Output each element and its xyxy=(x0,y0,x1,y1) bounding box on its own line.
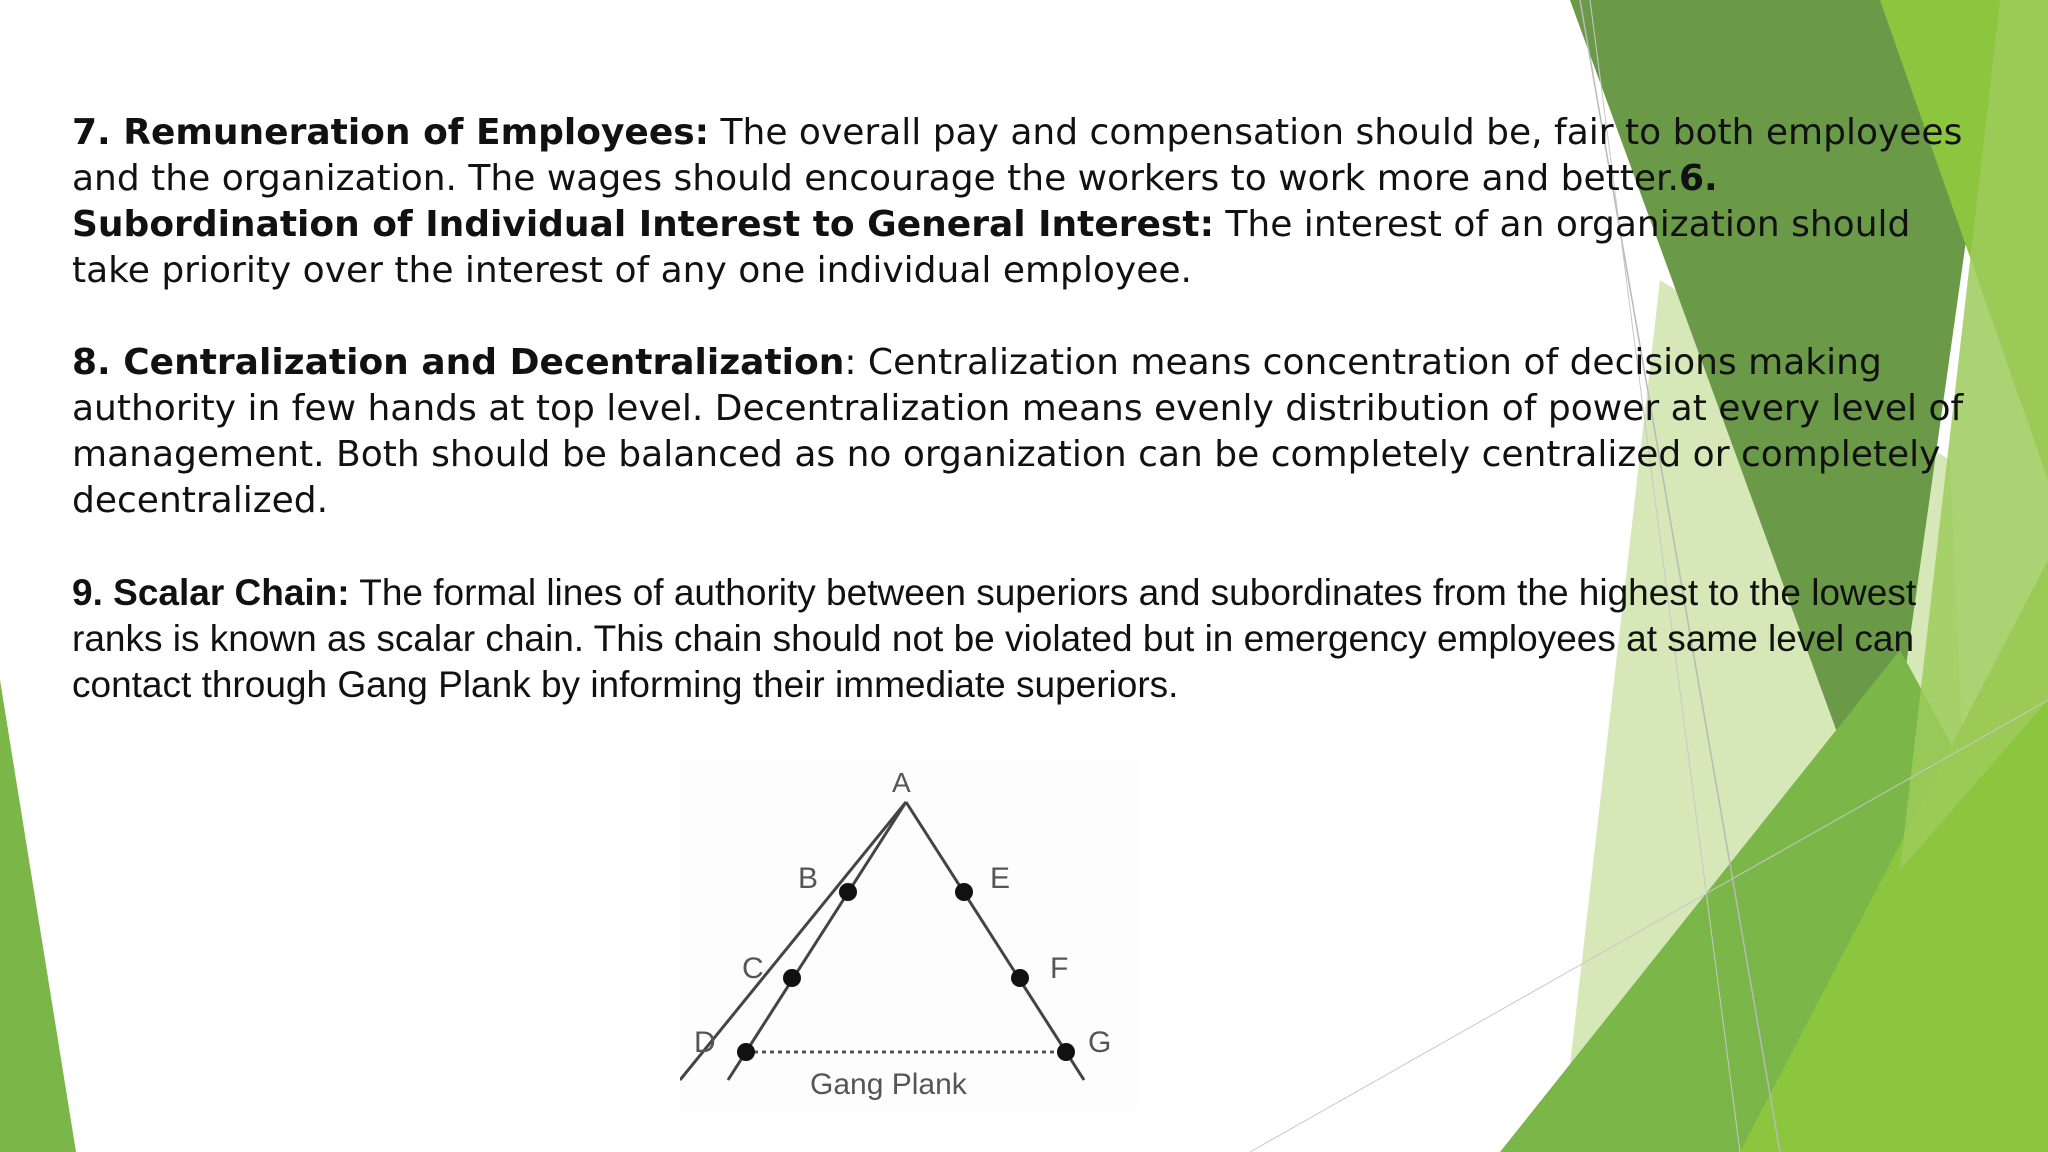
paragraph-remuneration xyxy=(72,110,1992,294)
text-scalar-chain: The formal lines of authority between superiors and subordinates from the highest to the lowest ranks is known as scalar chain. This chain should not be violated but in emergency employees at same level can contact through Gang Plank by informing their immediate superiors. xyxy=(72,572,1917,705)
left-green-facet xyxy=(0,680,76,1152)
node-g-dot xyxy=(1057,1043,1075,1061)
heading-subordination: 6. Subordination of Individual Interest to General Interest: xyxy=(72,158,1718,245)
text-centralization: : Centralization means concentration of decisions making authority in few hands at top level. Decentralization means evenly distribution of power at every level of management. Both should be balanced as no organization can be completely centralized or completely decentralized. xyxy=(72,342,1964,521)
node-d-dot xyxy=(737,1043,755,1061)
node-a-label: A xyxy=(892,767,911,798)
heading-remuneration: 7. Remuneration of Employees: xyxy=(72,112,710,153)
text-remuneration: The overall pay and compensation should be, fair to both employees and the organization. The wages should encourage the workers to work more and better. xyxy=(72,112,1963,199)
node-f-dot xyxy=(1011,969,1029,987)
node-c-dot xyxy=(783,969,801,987)
node-e-dot xyxy=(955,883,973,901)
node-c-label: C xyxy=(742,952,764,985)
node-e-label: E xyxy=(990,862,1011,895)
heading-centralization: 8. Centralization and Decentralization xyxy=(72,342,845,383)
node-d-label: D xyxy=(694,1026,716,1059)
node-b-dot xyxy=(839,883,857,901)
slide-body xyxy=(72,110,1992,754)
text-subordination: The interest of an organization should take priority over the interest of any one individual employee. xyxy=(72,204,1911,291)
paragraph-scalar-chain xyxy=(72,570,1992,708)
heading-scalar-chain: 9. Scalar Chain: xyxy=(72,572,350,613)
scalar-chain-diagram xyxy=(680,760,1140,1110)
node-f-label: F xyxy=(1050,952,1069,985)
paragraph-centralization xyxy=(72,340,1992,524)
node-b-label: B xyxy=(798,862,819,895)
node-g-label: G xyxy=(1088,1026,1112,1059)
gang-plank-caption: Gang Plank xyxy=(810,1068,967,1101)
